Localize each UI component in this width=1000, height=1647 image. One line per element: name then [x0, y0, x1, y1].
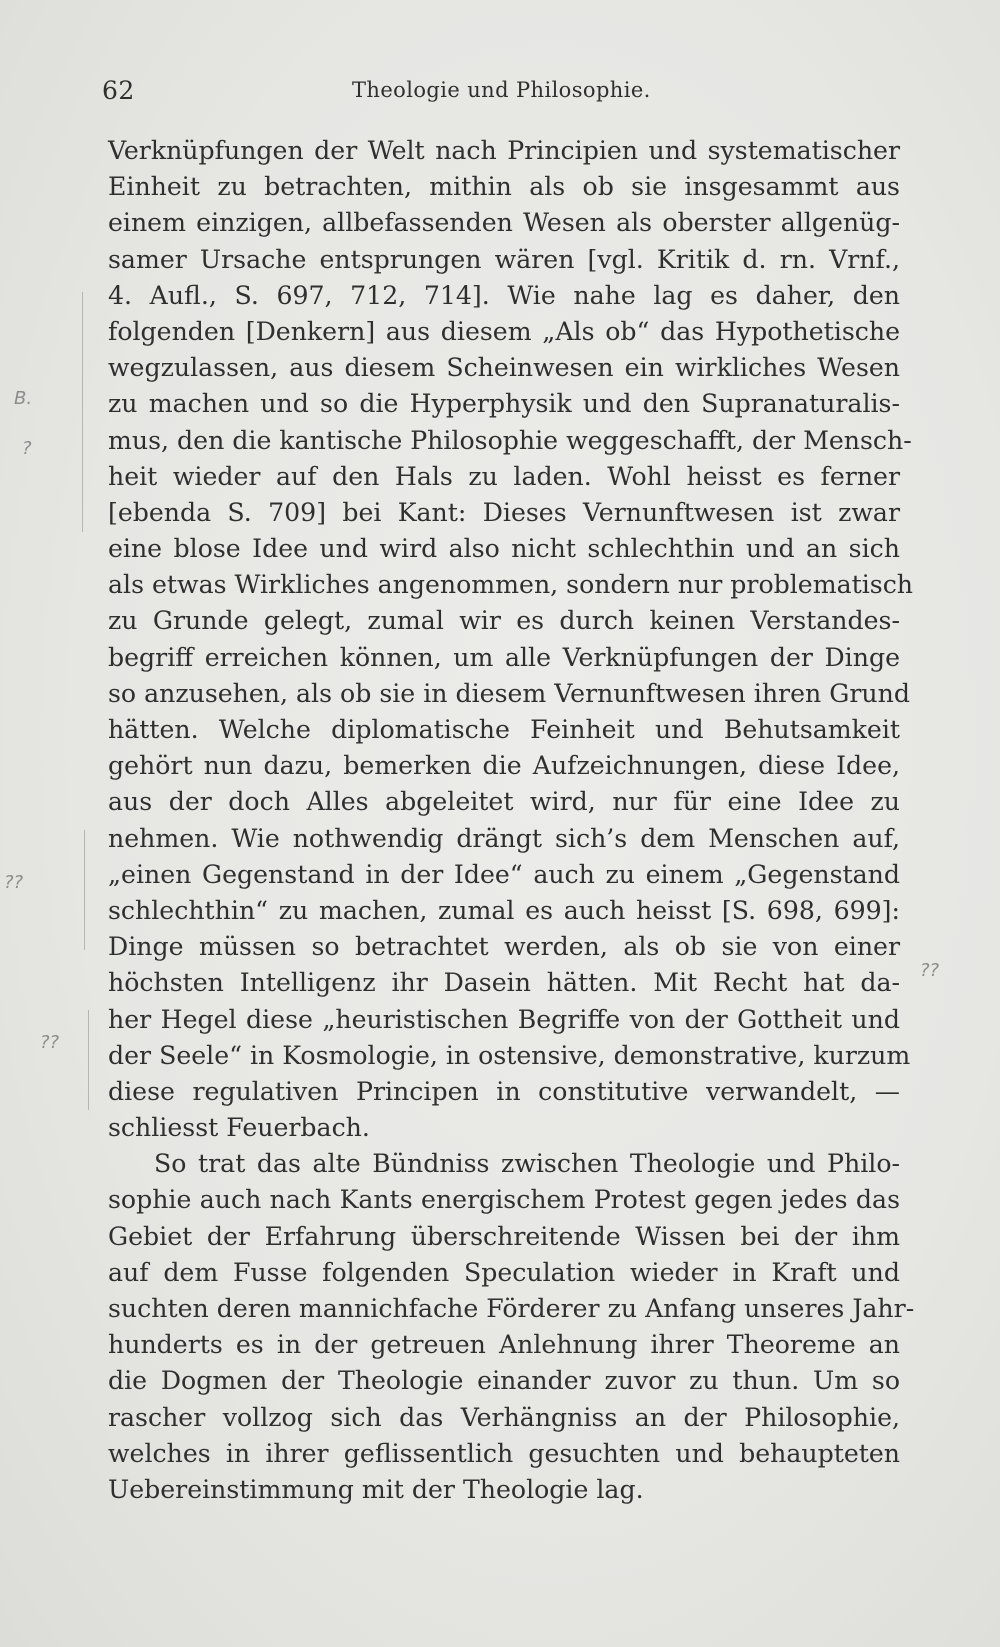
text-line: auf dem Fusse folgenden Speculation wieder in Kraft und [108, 1257, 900, 1287]
margin-note: ?? [40, 1032, 60, 1053]
margin-note: ? [22, 438, 32, 459]
text-line: begriff erreichen können, um alle Verknüpfungen der Dinge [108, 642, 900, 672]
margin-pencil-line [88, 1010, 89, 1110]
text-line: samer Ursache entsprungen wären [vgl. Kritik d. rn. Vrnf., [108, 244, 900, 274]
text-line: Einheit zu betrachten, mithin als ob sie insgesammt aus [108, 172, 900, 202]
text-line: folgenden [Denkern] aus diesem „Als ob“ das Hypothetische [108, 316, 900, 346]
text-line: der Seele“ in Kosmologie, in ostensive, demonstrative, kurzum [108, 1040, 911, 1070]
margin-note: ?? [920, 960, 940, 981]
text-line: höchsten Intelligenz ihr Dasein hätten. Mit Recht hat da- [108, 968, 900, 998]
paragraph-2 [108, 1146, 915, 1508]
page-header [102, 76, 902, 116]
text-line: gehört nun dazu, bemerken die Aufzeichnungen, diese Idee, [108, 751, 900, 781]
text-line: einem einzigen, allbefassenden Wesen als oberster allgenüg- [108, 208, 900, 238]
margin-note: B. [14, 388, 33, 409]
running-title: Theologie und Philosophie. [352, 78, 651, 102]
text-line: So trat das alte Bündniss zwischen Theologie und Philo- [154, 1149, 900, 1179]
text-line: eine blose Idee und wird also nicht schlechthin und an sich [108, 534, 900, 564]
text-line: „einen Gegenstand in der Idee“ auch zu einem „Gegenstand [108, 859, 900, 889]
text-line: rascher vollzog sich das Verhängniss an der Philosophie, [108, 1402, 900, 1432]
body-text [108, 133, 915, 1508]
text-line: Verknüpfungen der Welt nach Principien und systematischer [108, 136, 900, 165]
text-line: her Hegel diese „heuristischen Begriffe von der Gottheit und [108, 1004, 900, 1034]
text-line: nehmen. Wie nothwendig drängt sich’s dem Menschen auf, [108, 823, 900, 853]
text-line: suchten deren mannichfache Förderer zu Anfang unseres Jahr- [108, 1294, 915, 1323]
text-line: Gebiet der Erfahrung überschreitende Wissen bei der ihm [108, 1221, 900, 1251]
text-line: [ebenda S. 709] bei Kant: Dieses Vernunftwesen ist zwar [108, 497, 900, 527]
text-line: hunderts es in der getreuen Anlehnung ihrer Theoreme an [108, 1330, 900, 1360]
page-number: 62 [102, 76, 135, 105]
text-line: als etwas Wirkliches angenommen, sondern nur problematisch [108, 570, 914, 600]
text-line: schlechthin“ zu machen, zumal es auch heisst [S. 698, 699]: [108, 895, 900, 925]
text-line: schliesst Feuerbach. [108, 1113, 370, 1143]
text-line: 4. Aufl., S. 697, 712, 714]. Wie nahe lag es daher, den [108, 280, 900, 310]
text-line: heit wieder auf den Hals zu laden. Wohl heisst es ferner [108, 461, 900, 491]
text-line: sophie auch nach Kants energischem Protest gegen jedes das [108, 1185, 900, 1215]
text-line: welches in ihrer geflissentlich gesuchten und behaupteten [108, 1438, 900, 1468]
text-line: Uebereinstimmung mit der Theologie lag. [108, 1474, 644, 1504]
text-line: mus, den die kantische Philosophie weggeschafft, der Mensch- [108, 425, 912, 455]
margin-pencil-line [82, 292, 83, 532]
text-line: die Dogmen der Theologie einander zuvor zu thun. Um so [108, 1366, 900, 1396]
text-line: diese regulativen Principen in constitutive verwandelt, — [108, 1076, 900, 1106]
text-line: aus der doch Alles abgeleitet wird, nur für eine Idee zu [108, 787, 900, 817]
text-line: zu machen und so die Hyperphysik und den Supranaturalis- [108, 389, 900, 419]
text-line: so anzusehen, als ob sie in diesem Vernunftwesen ihren Grund [108, 678, 910, 708]
paragraph-1 [108, 133, 914, 1146]
text-line: zu Grunde gelegt, zumal wir es durch keinen Verstandes- [108, 606, 900, 636]
margin-note: ?? [4, 872, 24, 893]
margin-pencil-line [84, 830, 85, 950]
text-line: wegzulassen, aus diesem Scheinwesen ein wirkliches Wesen [108, 353, 900, 383]
text-line: Dinge müssen so betrachtet werden, als ob sie von einer [108, 932, 900, 962]
text-line: hätten. Welche diplomatische Feinheit und Behutsamkeit [108, 715, 900, 744]
